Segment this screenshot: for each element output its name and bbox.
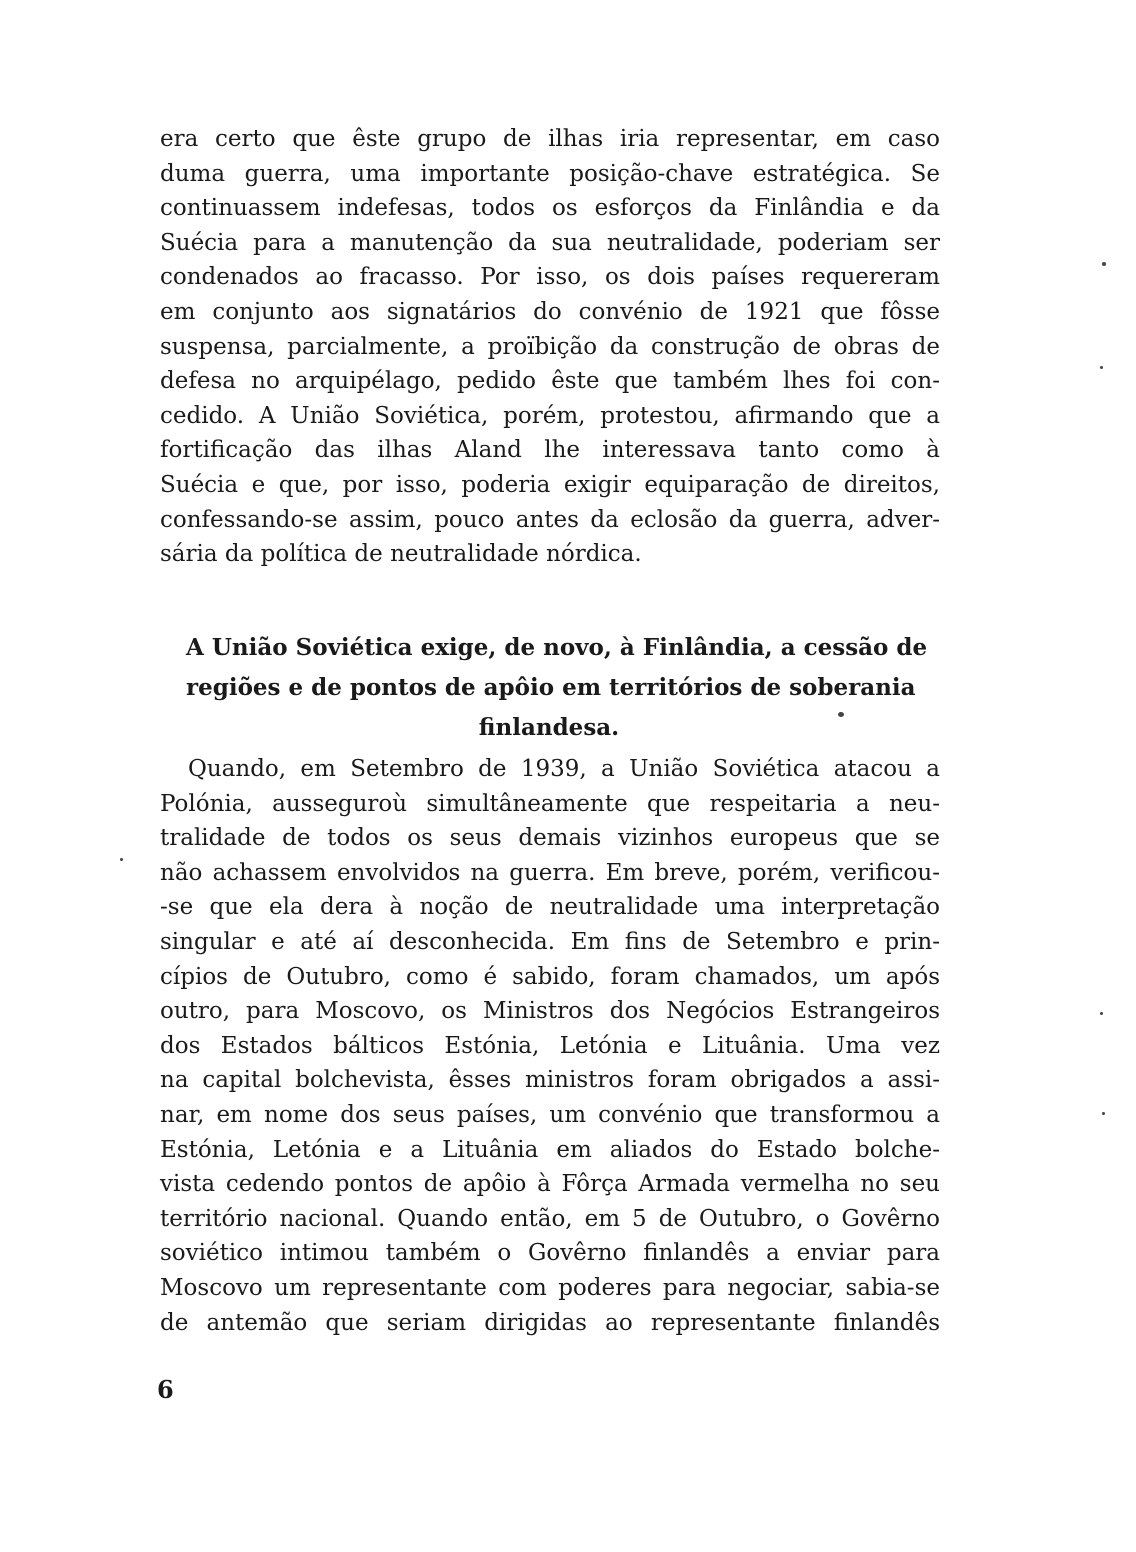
paragraph-1-line: fortificação das ilhas Aland lhe interessava tanto como à [160, 437, 940, 464]
scan-speck [1102, 262, 1106, 266]
paragraph-2-line: de antemão que seriam dirigidas ao representante finlandês [160, 1309, 940, 1336]
paragraph-1-line: Suécia para a manutenção da sua neutralidade, poderiam ser [160, 229, 940, 256]
scan-speck [1102, 1112, 1105, 1115]
paragraph-1-line: cedido. A União Soviética, porém, protestou, afirmando que a [160, 402, 940, 429]
paragraph-2-line: cípios de Outubro, como é sabido, foram chamados, um após [160, 963, 940, 990]
paragraph-2-line: na capital bolchevista, êsses ministros foram obrigados a assi- [160, 1067, 940, 1094]
scan-speck [838, 712, 844, 717]
paragraph-1-line: duma guerra, uma importante posição-chave estratégica. Se [160, 160, 940, 187]
paragraph-2-line: soviético intimou também o Govêrno finlandês a enviar para [160, 1240, 940, 1267]
paragraph-1-line: era certo que êste grupo de ilhas iria representar, em caso [160, 126, 940, 152]
paragraph-1-line: confessando-se assim, pouco antes da eclosão da guerra, adver- [160, 506, 940, 533]
paragraph-1-line: suspensa, parcialmente, a proïbição da construção de obras de [160, 333, 940, 360]
paragraph-1-line: Suécia e que, por isso, poderia exigir equiparação de direitos, [160, 471, 940, 498]
paragraph-2-line: dos Estados bálticos Estónia, Letónia e Lituânia. Uma vez [160, 1032, 940, 1059]
page-number: 6 [157, 1375, 174, 1404]
paragraph-2-line: Quando, em Setembro de 1939, a União Soviética atacou a [188, 756, 940, 782]
paragraph-2-line: vista cedendo pontos de apôio à Fôrça Armada vermelha no seu [160, 1171, 940, 1198]
paragraph-2-line: -se que ela dera à noção de neutralidade uma interpretação [160, 894, 940, 921]
section-heading-line: finlandesa. [478, 714, 620, 741]
paragraph-2-line: outro, para Moscovo, os Ministros dos Negócios Estrangeiros [160, 998, 940, 1025]
scan-speck [120, 858, 123, 861]
section-heading-line: A União Soviética exige, de novo, à Finlândia, a cessão de [186, 634, 928, 661]
paragraph-2-line: território nacional. Quando então, em 5 de Outubro, o Govêrno [160, 1205, 940, 1232]
scan-speck [1100, 366, 1103, 369]
section-heading [186, 628, 928, 748]
scan-speck [1100, 1012, 1103, 1015]
paragraph-1-line: defesa no arquipélago, pedido êste que também lhes foi con- [160, 368, 940, 395]
paragraph-1-line: em conjunto aos signatários do convénio de 1921 que fôsse [160, 298, 940, 325]
paragraph-2 [160, 752, 940, 1340]
paragraph-2-line: nar, em nome dos seus países, um convénio que transformou a [160, 1101, 940, 1128]
paragraph-2-line: não achassem envolvidos na guerra. Em breve, porém, verificou- [160, 859, 940, 886]
paragraph-1 [160, 122, 940, 572]
paragraph-2-line: Polónia, ausseguroù simultâneamente que respeitaria a neu- [160, 790, 940, 817]
paragraph-1-line: continuassem indefesas, todos os esforços da Finlândia e da [160, 195, 940, 222]
paragraph-2-line: Estónia, Letónia e a Lituânia em aliados do Estado bolche- [160, 1136, 940, 1163]
paragraph-1-line: condenados ao fracasso. Por isso, os dois países requereram [160, 264, 940, 291]
paragraph-2-line: Moscovo um representante com poderes para negociar, sabia-se [160, 1274, 940, 1301]
paragraph-1-line: sária da política de neutralidade nórdica. [160, 541, 642, 568]
paragraph-2-line: singular e até aí desconhecida. Em fins de Setembro e prin- [160, 928, 940, 955]
section-heading-line: regiões e de pontos de apôio em territórios de soberania [186, 674, 916, 701]
paragraph-2-line: tralidade de todos os seus demais vizinhos europeus que se [160, 825, 940, 852]
